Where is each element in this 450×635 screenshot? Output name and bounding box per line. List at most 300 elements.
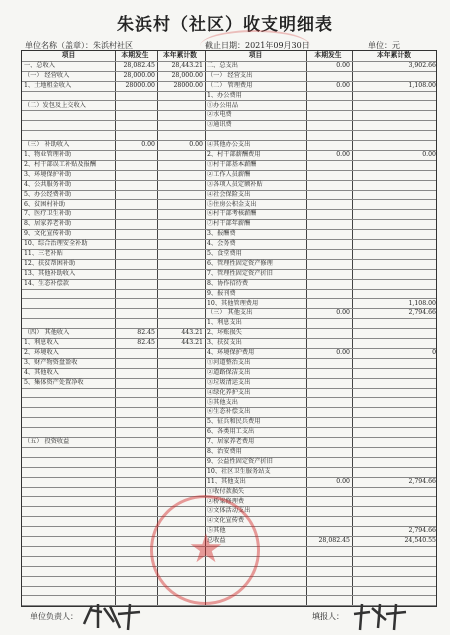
income-ytd [157, 308, 205, 318]
income-ytd [157, 596, 205, 606]
income-current [115, 457, 157, 467]
income-item: （五） 投资收益 [24, 438, 70, 446]
expense-item: 9、报刊费 [207, 289, 236, 297]
income-item: 5、办公经费补助 [24, 190, 72, 198]
income-ytd [157, 506, 205, 516]
expense-current [306, 398, 352, 408]
income-item [22, 457, 117, 467]
income-item [22, 526, 117, 536]
income-ytd [157, 407, 205, 417]
income-current: 28,082.45 [123, 61, 155, 69]
income-current [115, 506, 157, 516]
expense-current [306, 140, 352, 150]
income-ytd [157, 150, 205, 160]
header-ytd: 本年累计数 [377, 51, 411, 59]
income-ytd: 28,443.21 [171, 61, 203, 69]
income-ytd [157, 417, 205, 427]
expense-item: ⑥村干部考核薪酬 [207, 210, 257, 218]
income-current [115, 130, 157, 140]
income-item [22, 318, 117, 328]
expense-item: ③各项人员定额补贴 [207, 180, 263, 188]
income-current [115, 308, 157, 318]
expense-ytd [352, 358, 438, 368]
expense-ytd: 2,794.66 [408, 477, 436, 485]
income-current [115, 91, 157, 101]
income-current [115, 437, 157, 447]
expense-item: 5、征兵和民兵费用 [207, 418, 261, 426]
income-item [22, 556, 117, 566]
income-current [115, 536, 157, 546]
expense-ytd [352, 140, 438, 150]
expense-ytd [352, 457, 438, 467]
expense-ytd [352, 417, 438, 427]
expense-current [306, 427, 352, 437]
expense-item: ②工作人员薪酬 [207, 170, 251, 178]
income-current: 0.00 [141, 141, 155, 149]
income-item [22, 308, 117, 318]
expense-item: 5、食堂费用 [207, 250, 242, 257]
income-item: 11、三老补贴 [24, 250, 63, 257]
expense-current [306, 388, 352, 398]
expense-item: 11、其他支出 [207, 477, 246, 485]
income-current [115, 417, 157, 427]
income-current [115, 368, 157, 378]
expense-ytd [352, 289, 438, 299]
income-item [22, 536, 117, 546]
income-ytd [157, 566, 205, 576]
expense-current [306, 91, 352, 101]
expense-ytd: 24,540.55 [404, 537, 436, 545]
income-item [22, 546, 117, 556]
expense-ytd [352, 229, 438, 239]
expense-ytd [352, 388, 438, 398]
expense-ytd [352, 467, 438, 477]
income-item: 4、公共服务补助 [24, 180, 72, 188]
expense-ytd [352, 497, 438, 507]
income-current [115, 497, 157, 507]
income-item: 9、文化宣传补助 [24, 230, 72, 238]
expense-current [306, 160, 352, 170]
income-item: 6、贫困村补助 [24, 200, 66, 208]
income-item [22, 388, 117, 398]
income-current [115, 407, 157, 417]
income-item: 一、总收入 [24, 61, 55, 69]
expense-item: ④社会保险支出 [207, 190, 251, 198]
expense-current [306, 516, 352, 526]
income-ytd [157, 556, 205, 566]
expense-ytd: 2,794.66 [408, 527, 436, 535]
expense-item: 4、会务费 [207, 240, 236, 248]
income-ytd [157, 229, 205, 239]
expense-item: 6、管理性固定资产修理 [207, 259, 273, 267]
income-current [115, 110, 157, 120]
income-current [115, 200, 157, 210]
income-ytd [157, 358, 205, 368]
expense-ytd [352, 368, 438, 378]
expense-ytd: 1,108.00 [408, 299, 436, 307]
income-ytd [157, 457, 205, 467]
currency-label: 单位：元 [368, 41, 400, 50]
expense-ytd [352, 101, 438, 111]
expense-item: 6、各类用工支出 [207, 428, 255, 436]
income-current [115, 219, 157, 229]
expense-current [306, 219, 352, 229]
income-current: 82.45 [137, 329, 155, 337]
income-current: 82.45 [137, 339, 155, 347]
header-item: 项目 [248, 51, 263, 59]
expense-item: ③文体活动支出 [207, 507, 251, 515]
date-label: 截止日期：2021年09月30日 [205, 41, 310, 50]
income-item [22, 110, 117, 120]
income-item [22, 130, 117, 140]
expense-current [306, 417, 352, 427]
expense-ytd [352, 190, 438, 200]
expense-current [306, 269, 352, 279]
expense-item: 7、管理性固定资产折旧 [207, 269, 273, 277]
expense-item: 3、扶贫支出 [207, 339, 242, 347]
expense-current [306, 457, 352, 467]
income-current [115, 398, 157, 408]
page-title: 朱浜村（社区）收支明细表 [117, 15, 333, 35]
income-current: 28,000.00 [123, 71, 155, 79]
income-current [115, 546, 157, 556]
expense-current [306, 467, 352, 477]
income-ytd [157, 487, 205, 497]
income-item [22, 586, 117, 596]
income-current [115, 516, 157, 526]
expense-item: 9、公益性固定资产折旧 [207, 457, 273, 465]
income-item: （二）发包及上交收入 [24, 101, 86, 109]
income-ytd [157, 477, 205, 487]
income-ytd [157, 101, 205, 111]
income-ytd [157, 130, 205, 140]
header-cur: 本期发生 [121, 51, 149, 59]
preparer-label: 填报人： [312, 612, 344, 621]
income-ytd [157, 120, 205, 130]
income-item [22, 516, 117, 526]
income-ytd [157, 289, 205, 299]
expense-current [306, 318, 352, 328]
income-item [22, 407, 117, 417]
income-item [22, 91, 117, 101]
expense-item: （二） 管理费用 [207, 81, 253, 89]
income-ytd [157, 91, 205, 101]
expense-ytd [352, 249, 438, 259]
expense-current [306, 170, 352, 180]
expense-current: 0.00 [336, 151, 350, 158]
income-ytd [157, 388, 205, 398]
income-item: 3、环境保护补助 [24, 170, 72, 178]
expense-item: ⑥生态补偿支出 [207, 408, 251, 416]
income-ytd [157, 219, 205, 229]
expense-ytd [352, 516, 438, 526]
principal-label: 单位负责人： [30, 612, 78, 621]
income-ytd [157, 427, 205, 437]
income-item [22, 566, 117, 576]
expense-item: ④绿化养护支出 [207, 388, 251, 396]
income-ytd [157, 259, 205, 269]
income-item: 12、扶贫帮困补助 [24, 259, 76, 267]
expense-ytd [352, 170, 438, 180]
income-current [115, 249, 157, 259]
expense-ytd [352, 180, 438, 190]
income-ytd [157, 200, 205, 210]
expense-item: ④其他办公支出 [207, 141, 251, 149]
income-item: （一） 经营收入 [24, 71, 70, 79]
income-item: 4、其他收入 [24, 368, 59, 376]
income-current [115, 447, 157, 457]
income-current [115, 150, 157, 160]
expense-ytd: 0.00 [422, 151, 436, 158]
expense-item: 8、协作招待费 [207, 279, 249, 287]
expense-ytd [352, 71, 438, 81]
expense-current: 0.00 [336, 81, 350, 89]
income-current [115, 180, 157, 190]
income-current [115, 576, 157, 586]
expense-current [306, 407, 352, 417]
expense-current [306, 229, 352, 239]
expense-current [306, 328, 352, 338]
income-item [22, 506, 117, 516]
expense-current [306, 190, 352, 200]
income-current [115, 120, 157, 130]
income-ytd [157, 437, 205, 447]
income-item [22, 467, 117, 477]
income-ytd [157, 190, 205, 200]
expense-current: 0.00 [336, 61, 350, 69]
income-current [115, 388, 157, 398]
expense-ytd: 2,794.66 [408, 309, 436, 317]
expense-item: 1、办公费用 [207, 91, 242, 99]
income-current [115, 259, 157, 269]
expense-current [306, 259, 352, 269]
expense-item: ⑤其他支出 [207, 398, 238, 406]
expense-current [306, 506, 352, 516]
income-ytd [157, 170, 205, 180]
expense-item: ①河道整治支出 [207, 358, 251, 366]
expense-current [306, 487, 352, 497]
income-current [115, 269, 157, 279]
income-ytd [157, 249, 205, 259]
expense-ytd [352, 130, 438, 140]
expense-current: 0.00 [336, 477, 350, 485]
income-ytd [157, 467, 205, 477]
income-current [115, 209, 157, 219]
income-current [115, 318, 157, 328]
income-ytd [157, 239, 205, 249]
expense-item: 7、居家养老费用 [207, 438, 255, 446]
income-ytd [157, 497, 205, 507]
expense-current [306, 279, 352, 289]
expense-item: ②道路保洁支出 [207, 368, 251, 376]
income-item: 3、财产物资盘盈收 [24, 358, 78, 366]
income-item [22, 447, 117, 457]
expense-current [306, 71, 352, 81]
income-current: 28000.00 [125, 81, 155, 89]
income-item: 1、利息收入 [24, 339, 59, 347]
expense-current [306, 180, 352, 190]
income-ytd [157, 160, 205, 170]
expense-ytd [352, 427, 438, 437]
header-cur: 本期发生 [314, 51, 342, 59]
income-ytd [157, 110, 205, 120]
income-ytd: 0.00 [189, 141, 203, 149]
expense-current [306, 447, 352, 457]
expense-ytd [352, 398, 438, 408]
income-current [115, 229, 157, 239]
income-ytd [157, 398, 205, 408]
income-current [115, 190, 157, 200]
expense-item [205, 130, 308, 140]
income-item: 5、集体资产处置净收 [24, 378, 84, 386]
income-ytd [157, 576, 205, 586]
expense-current [306, 200, 352, 210]
header-item: 项目 [61, 51, 76, 59]
expense-ytd [352, 269, 438, 279]
income-ytd [157, 447, 205, 457]
expense-item: ③通讯费 [207, 121, 232, 129]
header-ytd: 本年累计数 [163, 51, 197, 59]
expense-ytd [352, 328, 438, 338]
income-ytd [157, 269, 205, 279]
expense-current: 0.00 [336, 309, 350, 317]
expense-ytd [352, 437, 438, 447]
expense-item: ⑦村干部年薪酬 [207, 220, 251, 228]
expense-ytd [352, 209, 438, 219]
expense-item: 10、其他管理费用 [207, 299, 259, 307]
expense-item: 10、社区卫生服务站支 [207, 467, 271, 475]
expense-item: 3、报酬费 [207, 230, 236, 238]
expense-ytd [352, 259, 438, 269]
income-current [115, 596, 157, 606]
income-current [115, 586, 157, 596]
income-item: 13、其他补助收入 [24, 269, 76, 277]
expense-ytd: 0 [432, 349, 436, 356]
expense-current [306, 437, 352, 447]
income-item [22, 477, 117, 487]
income-item: 14、生态补偿款 [24, 279, 69, 287]
expense-current [306, 299, 352, 309]
income-current [115, 477, 157, 487]
income-item [22, 120, 117, 130]
expense-current [306, 101, 352, 111]
expense-item: ②水电费 [207, 111, 232, 119]
income-current [115, 526, 157, 536]
expense-current: 28,082.45 [318, 537, 350, 545]
income-ytd [157, 526, 205, 536]
expense-item: ⑤住房公积金支出 [207, 200, 257, 208]
income-item [22, 596, 117, 606]
income-item: 1、土地租金收入 [24, 81, 72, 89]
expense-item: ③垃圾清运支出 [207, 378, 251, 386]
income-current [115, 160, 157, 170]
income-current [115, 487, 157, 497]
expense-item: ②桥梁修理费 [207, 497, 245, 505]
expense-current [306, 120, 352, 130]
expense-current [306, 209, 352, 219]
income-current [115, 289, 157, 299]
expense-ytd [352, 378, 438, 388]
expense-item: 二、总支出 [207, 61, 238, 69]
income-ytd [157, 180, 205, 190]
expense-ytd [352, 219, 438, 229]
income-current [115, 239, 157, 249]
expense-item: （一） 经营支出 [207, 71, 253, 79]
expense-item: ④文化宣传费 [207, 517, 245, 525]
income-current [115, 358, 157, 368]
expense-current [306, 368, 352, 378]
expense-ytd: 1,108.00 [408, 81, 436, 89]
income-ytd [157, 299, 205, 309]
income-item [22, 289, 117, 299]
income-item [22, 299, 117, 309]
income-current [115, 427, 157, 437]
expense-ytd [352, 279, 438, 289]
expense-ytd [352, 338, 438, 348]
unit-label: 单位名称（盖章）：朱浜村社区 [25, 41, 133, 50]
expense-item: （三） 其他支出 [207, 309, 253, 317]
expense-current [306, 289, 352, 299]
expense-ytd [352, 506, 438, 516]
income-ytd [157, 536, 205, 546]
income-item [22, 398, 117, 408]
income-ytd: 28,000.00 [171, 71, 203, 79]
expense-current [306, 239, 352, 249]
income-item: （三） 补助收入 [24, 141, 70, 149]
income-ytd [157, 209, 205, 219]
income-current [115, 566, 157, 576]
expense-item: 8、治安费用 [207, 448, 242, 455]
income-current [115, 170, 157, 180]
expense-ytd [352, 91, 438, 101]
expense-ytd [352, 120, 438, 130]
income-item: （四） 其他收入 [24, 329, 70, 337]
expense-current [306, 130, 352, 140]
income-current [115, 101, 157, 111]
expense-current [306, 338, 352, 348]
expense-current [306, 497, 352, 507]
income-item: 2、环境收入 [24, 349, 59, 356]
income-current [115, 299, 157, 309]
expense-ytd [352, 200, 438, 210]
income-current [115, 378, 157, 388]
expense-current [306, 249, 352, 259]
expense-ytd [352, 407, 438, 417]
income-ytd [157, 368, 205, 378]
expense-ytd [352, 487, 438, 497]
expense-ytd: 3,902.66 [408, 61, 436, 69]
income-ytd [157, 378, 205, 388]
expense-item: 1、利息支出 [207, 319, 242, 327]
expense-ytd [352, 447, 438, 457]
income-ytd [157, 279, 205, 289]
expense-item: ①办公用品 [207, 101, 238, 109]
income-item [22, 417, 117, 427]
income-ytd [157, 318, 205, 328]
expense-item: 总收益 [207, 537, 226, 545]
income-ytd [157, 348, 205, 358]
income-item: 1、物业管理补助 [24, 151, 72, 158]
expense-item: ①收付款损失 [207, 487, 245, 495]
income-current [115, 556, 157, 566]
expense-item: 4、环境保护费用 [207, 349, 255, 356]
income-ytd: 443.21 [181, 339, 203, 347]
expense-item: ①村干部基本薪酬 [207, 160, 257, 168]
income-ytd [157, 546, 205, 556]
expense-current [306, 358, 352, 368]
income-item: 7、医疗卫生补助 [24, 210, 72, 218]
income-ytd [157, 516, 205, 526]
